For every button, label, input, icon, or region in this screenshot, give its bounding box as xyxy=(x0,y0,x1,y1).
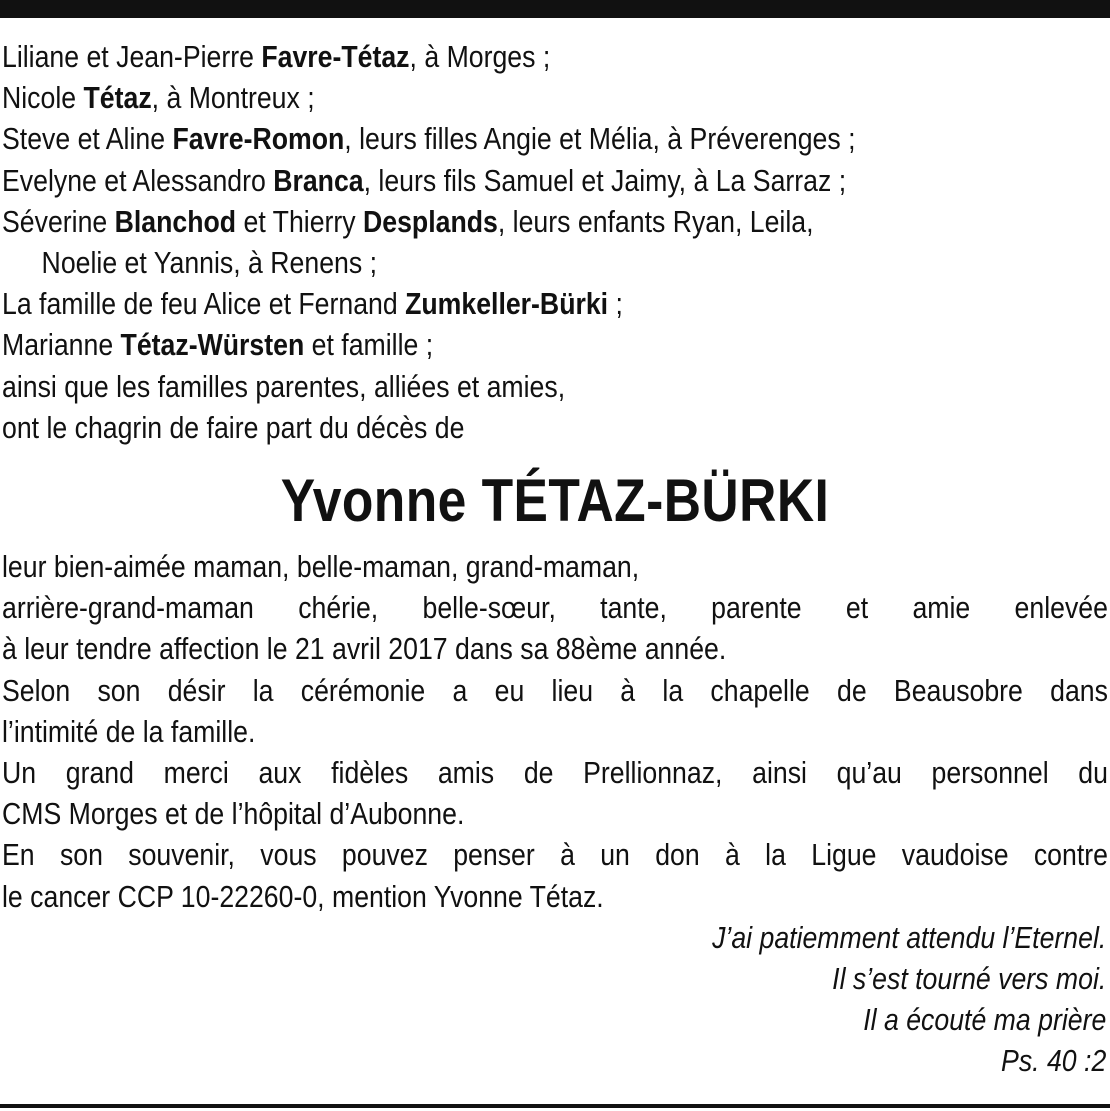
family-line xyxy=(2,36,1108,77)
announcement-line: CMS Morges et de l’hôpital d’Aubonne. xyxy=(2,796,465,832)
family-text: , à Montreux ; xyxy=(151,80,315,116)
family-line xyxy=(2,201,1108,242)
family-line xyxy=(2,118,1108,159)
family-text: Liliane et Jean-Pierre xyxy=(2,39,262,74)
family-text: Steve et Aline xyxy=(2,121,173,157)
bottom-border-rule xyxy=(0,1104,1110,1108)
announcement-line: le cancer CCP 10-22260-0, mention Yvonne Tétaz. xyxy=(2,878,604,914)
verse-line: Il a écouté ma prière xyxy=(863,1002,1107,1038)
family-text: , à Morges ; xyxy=(409,39,551,74)
family-surname: Zumkeller-Bürki xyxy=(405,286,609,322)
announcement-line: l’intimité de la famille. xyxy=(2,713,256,749)
obituary-notice xyxy=(2,36,1108,1082)
family-line xyxy=(2,407,1108,448)
announcement-line: Selon son désir la cérémonie a eu lieu à la chapelle de Beausobre dans xyxy=(2,672,1108,708)
announcement-line: En son souvenir, vous pouvez penser à un don à la Ligue vaudoise contre xyxy=(2,837,1108,873)
announcement-line: Un grand merci aux fidèles amis de Prellionnaz, ainsi qu’au personnel du xyxy=(2,755,1108,791)
family-surname: Branca xyxy=(273,162,364,198)
top-border-rule xyxy=(0,0,1110,18)
family-surname: Desplands xyxy=(363,203,498,239)
family-line xyxy=(2,283,1108,324)
family-list xyxy=(2,36,1108,448)
family-text: ainsi que les familles parentes, alliées et amies, xyxy=(2,368,566,404)
family-text: Nicole xyxy=(2,80,84,116)
family-text: , leurs filles Angie et Mélia, à Préverenges ; xyxy=(344,121,856,157)
family-surname: Blanchod xyxy=(114,203,237,239)
verse-line: J’ai patiemment attendu l’Eternel. xyxy=(712,919,1107,955)
verse-line: Il s’est tourné vers moi. xyxy=(832,961,1107,997)
family-surname: Tétaz-Würsten xyxy=(120,327,305,363)
deceased-name: Yvonne TÉTAZ-BÜRKI xyxy=(280,467,830,535)
family-text: ; xyxy=(608,286,623,322)
family-text: , leurs fils Samuel et Jaimy, à La Sarraz ; xyxy=(363,162,847,198)
announcement-text xyxy=(2,546,1108,917)
family-text: et famille ; xyxy=(304,327,434,363)
family-text: Séverine xyxy=(2,203,115,239)
family-text: Marianne xyxy=(2,327,121,363)
family-text: , leurs enfants Ryan, Leila, xyxy=(497,203,814,239)
family-surname: Favre-Romon xyxy=(172,121,345,157)
family-line xyxy=(2,242,1108,283)
family-surname: Tétaz xyxy=(83,80,152,116)
family-line xyxy=(2,77,1108,118)
announcement-line: arrière-grand-maman chérie, belle-sœur, tante, parente et amie enlevée xyxy=(2,590,1108,626)
family-surname: Favre-Tétaz xyxy=(261,39,410,74)
announcement-line: leur bien-aimée maman, belle-maman, grand-maman, xyxy=(2,549,640,585)
announcement-line: à leur tendre affection le 21 avril 2017 dans sa 88ème année. xyxy=(2,631,727,667)
family-line xyxy=(2,160,1108,201)
family-line xyxy=(2,324,1108,365)
family-text: Evelyne et Alessandro xyxy=(2,162,274,198)
verse-reference: Ps. 40 :2 xyxy=(1001,1043,1107,1079)
family-text: ont le chagrin de faire part du décès de xyxy=(2,409,465,445)
family-text: et Thierry xyxy=(236,203,364,239)
family-text: Noelie et Yannis, à Renens ; xyxy=(41,245,378,281)
family-line xyxy=(2,366,1108,407)
psalm-verse xyxy=(2,917,1108,1082)
family-text: La famille de feu Alice et Fernand xyxy=(2,286,406,322)
